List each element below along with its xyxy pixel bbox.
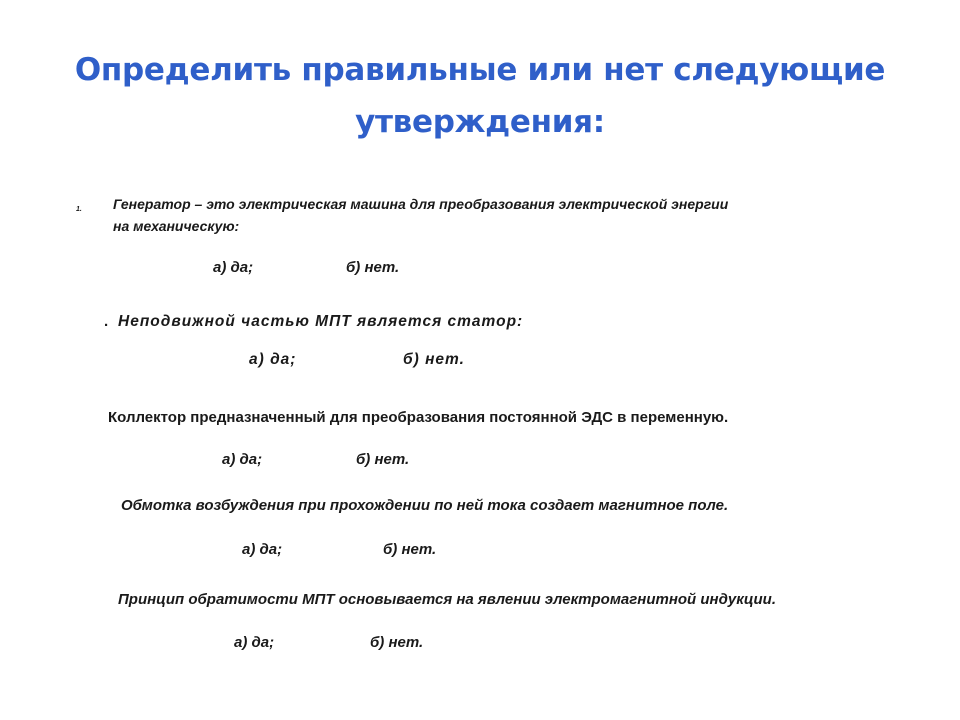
question-1-number: 1. [76,206,82,213]
question-5-answer-b: б) нет. [370,634,424,651]
question-2-prefix: . [104,313,109,330]
question-2-text: Неподвижной частью МПТ является статор: [118,313,524,330]
question-4-answer-b: б) нет. [383,541,437,558]
question-5-text: Принцип обратимости МПТ основывается на явлении электромагнитной индукции. [118,591,777,608]
question-1-text-line2: на механическую: [113,218,240,234]
question-1-text-line1: Генератор – это электрическая машина для преобразования электрической энергии [113,196,729,212]
question-2-answer-b: б) нет. [403,351,465,368]
question-5-answer-a: а) да; [234,634,275,651]
question-3-answer-a: а) да; [222,451,263,468]
question-4-answer-a: а) да; [242,541,283,558]
question-2-answer-a: а) да; [249,351,297,368]
question-1-answer-b: б) нет. [346,259,400,276]
question-1-answer-a: а) да; [213,259,254,276]
question-3-text: Коллектор предназначенный для преобразования постоянной ЭДС в переменную. [108,409,729,426]
slide-title: Определить правильные или нет следующие утверждения: [74,52,886,140]
question-3-answer-b: б) нет. [356,451,410,468]
question-4-text: Обмотка возбуждения при прохождении по ней тока создает магнитное поле. [121,497,729,514]
